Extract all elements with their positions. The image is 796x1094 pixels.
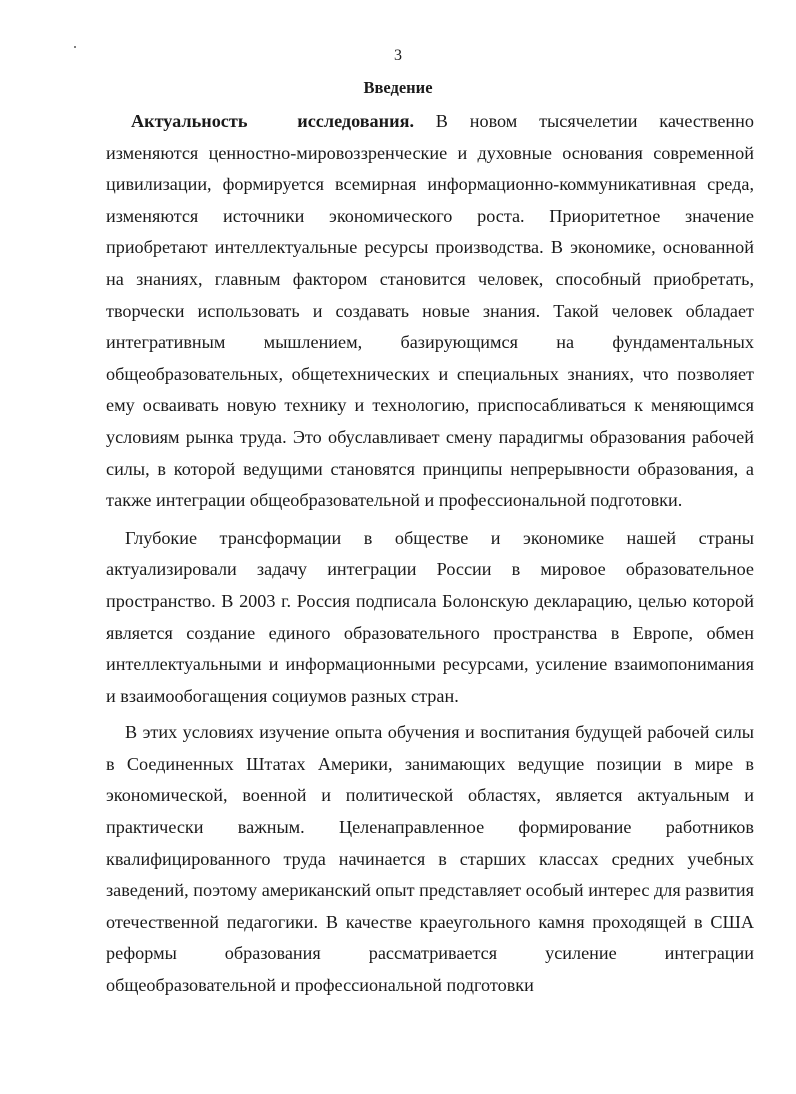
section-heading: Введение (363, 78, 433, 97)
body-text (106, 106, 754, 1002)
page-number: 3 (394, 47, 402, 64)
paragraph-relevance (106, 106, 754, 517)
paragraph-lead: Актуальность исследования. (131, 111, 414, 131)
paragraph-usa-experience: В этих условиях изучение опыта обучения и воспитания будущей рабочей силы в Соединенных Штатах Америки, занимающих ведущие позиции в мире в экономической, военной и политической областях, является актуальным и практически важным. Целенаправленное формирование работников квалифицированного труда начинается в старших классах средних учебных заведений, поэтому американский опыт представляет особый интерес для развития отечественной педагогики. В качестве краеугольного камня проходящей в США реформы образования рассматривается усиление интеграции общеобразовательной и профессиональной подготовки (106, 722, 754, 996)
paragraph-integration: Глубокие трансформации в обществе и экономике нашей страны актуализировали задачу интеграции России в мировое образовательное пространство. В 2003 г. Россия подписала Болонскую декларацию, целью которой является создание единого образовательного пространства в Европе, обмен интеллектуальными и информационными ресурсами, усиление взаимопонимания и взаимообогащения социумов разных стран. (106, 527, 754, 706)
paragraph-text: В новом тысячелетии качественно изменяются ценностно-мировоззренческие и духовные основания современной цивилизации, формируется всемирная информационно-коммуникативная среда, изменяются источники экономического роста. Приоритетное значение приобретают интеллектуальные ресурсы производства. В экономике, основанной на знаниях, главным фактором становится человек, способный приобретать, творчески использовать и создавать новые знания. Такой человек обладает интегративным мышлением, базирующимся на фундаментальных общеобразовательных, общетехнических и специальных знаниях, что позволяет ему осваивать новую технику и технологию, приспосабливаться к меняющимся условиям рынка труда. Это обуславливает смену парадигмы образования рабочей силы, в которой ведущими становятся принципы непрерывности образования, а также интеграции общеобразовательной и профессиональной подготовки. (106, 111, 754, 511)
